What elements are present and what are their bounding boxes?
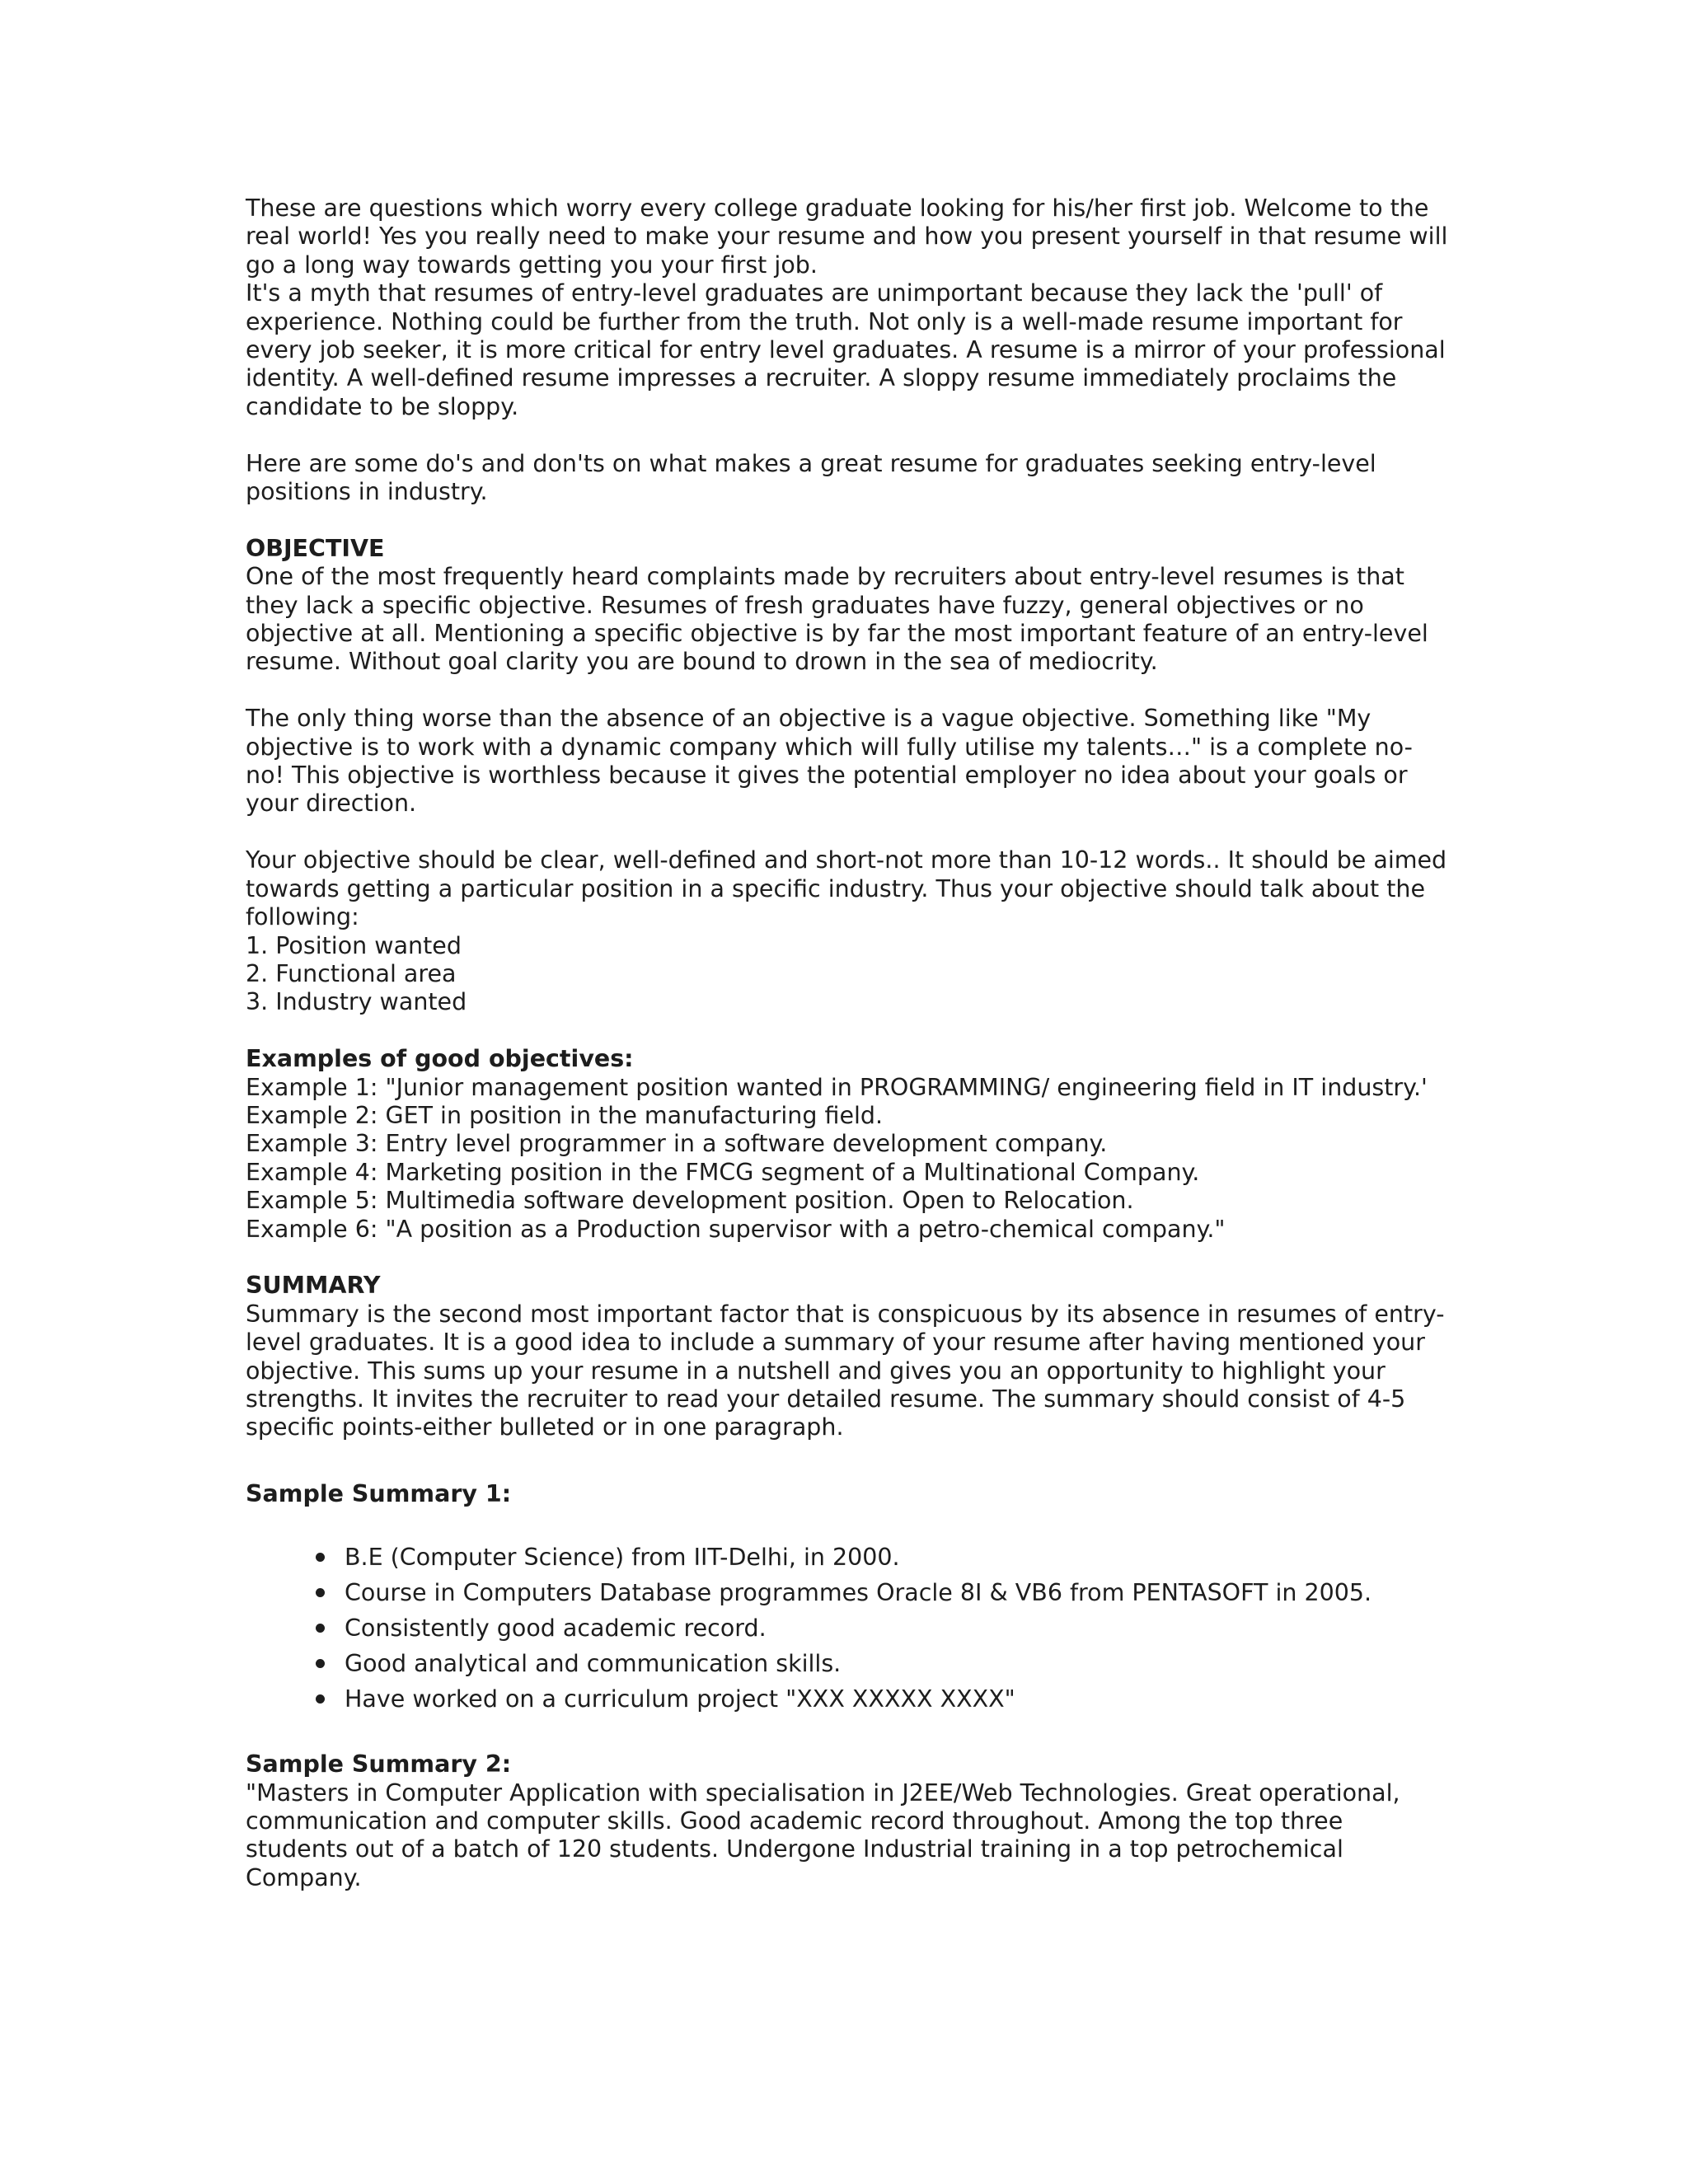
sample-summary-2-paragraph: "Masters in Computer Application with specialisation in J2EE/Web Technologies. Great operational, communication and computer skills. Good academic record throughout. Among the top three students out of a batch of 120 students. Undergone Industrial training in a top petrochemical Company. bbox=[246, 1779, 1400, 1891]
document-page bbox=[246, 194, 1449, 1892]
summary-heading: SUMMARY bbox=[246, 1272, 381, 1300]
list-item bbox=[246, 1610, 1449, 1646]
objective-paragraph-3: Your objective should be clear, well-defined and short-not more than 10-12 words.. It should be aimed towards getting a particular position in a specific industry. Thus your objective should talk about the following: bbox=[246, 846, 1447, 931]
objective-list-item: 3. Industry wanted bbox=[246, 988, 467, 1016]
list-item-text: Consistently good academic record. bbox=[345, 1615, 767, 1643]
example-item: Example 5: Multimedia software development position. Open to Relocation. bbox=[246, 1187, 1134, 1215]
spacer bbox=[246, 1717, 1449, 1750]
sample-summary-1-list bbox=[246, 1540, 1449, 1717]
spacer bbox=[246, 1244, 1449, 1272]
spacer bbox=[246, 1508, 1449, 1540]
objective-heading: OBJECTIVE bbox=[246, 534, 385, 562]
list-item-text: B.E (Computer Science) from IIT-Delhi, in 2000. bbox=[345, 1544, 900, 1572]
summary-paragraph: Summary is the second most important factor that is conspicuous by its absence in resumes of entry-level graduates. It is a good idea to include a summary of your resume after having mentioned your objective. This sums up your resume in a nutshell and gives you an opportunity to highlight your strengths. It invites the recruiter to read your detailed resume. The summary should consist of 4-5 specific points-either bulleted or in one paragraph. bbox=[246, 1300, 1445, 1441]
example-item: Example 4: Marketing position in the FMCG segment of a Multinational Company. bbox=[246, 1158, 1200, 1186]
spacer bbox=[246, 506, 1449, 534]
list-item bbox=[246, 1575, 1449, 1610]
bullet-icon bbox=[316, 1588, 325, 1597]
example-item: Example 1: "Junior management position wanted in PROGRAMMING/ engineering field in IT industry.' bbox=[246, 1073, 1428, 1101]
objective-paragraph-1: One of the most frequently heard complaints made by recruiters about entry-level resumes is that they lack a specific objective. Resumes of fresh graduates have fuzzy, general objectives or no objective at all. Mentioning a specific objective is by far the most important feature of an entry-level resume. Without goal clarity you are bound to drown in the sea of mediocrity. bbox=[246, 563, 1428, 676]
bullet-icon bbox=[316, 1694, 325, 1704]
intro-paragraph-3: Here are some do's and don'ts on what makes a great resume for graduates seeking entry-level positions in industry. bbox=[246, 449, 1376, 506]
list-item bbox=[246, 1540, 1449, 1575]
list-item bbox=[246, 1646, 1449, 1681]
objective-list-item: 2. Functional area bbox=[246, 959, 457, 987]
examples-heading: Examples of good objectives: bbox=[246, 1045, 634, 1073]
list-item-text: Course in Computers Database programmes Oracle 8I & VB6 from PENTASOFT in 2005. bbox=[345, 1579, 1372, 1607]
spacer bbox=[246, 818, 1449, 846]
spacer bbox=[246, 1442, 1449, 1480]
sample-summary-1-heading: Sample Summary 1: bbox=[246, 1479, 512, 1507]
spacer bbox=[246, 1017, 1449, 1045]
bullet-icon bbox=[316, 1624, 325, 1633]
example-item: Example 2: GET in position in the manufacturing field. bbox=[246, 1101, 884, 1129]
objective-paragraph-2: The only thing worse than the absence of an objective is a vague objective. Something like "My objective is to work with a dynamic company which will fully utilise my talents…" is a complete no-no! This objective is worthless because it gives the potential employer no idea about your goals or your direction. bbox=[246, 705, 1413, 818]
spacer bbox=[246, 421, 1449, 449]
bullet-icon bbox=[316, 1553, 325, 1562]
example-item: Example 6: "A position as a Production supervisor with a petro-chemical company." bbox=[246, 1215, 1226, 1243]
spacer bbox=[246, 677, 1449, 705]
list-item-text: Good analytical and communication skills. bbox=[345, 1650, 842, 1678]
intro-paragraph-2: It's a myth that resumes of entry-level graduates are unimportant because they lack the 'pull' of experience. Nothing could be further from the truth. Not only is a well-made resume important for every job seeker, it is more critical for entry level graduates. A resume is a mirror of your professional identity. A well-defined resume impresses a recruiter. A sloppy resume immediately proclaims the candidate to be sloppy. bbox=[246, 279, 1446, 420]
list-item bbox=[246, 1681, 1449, 1717]
objective-list-item: 1. Position wanted bbox=[246, 931, 462, 959]
example-item: Example 3: Entry level programmer in a software development company. bbox=[246, 1130, 1108, 1158]
bullet-icon bbox=[316, 1659, 325, 1668]
intro-paragraph-1: These are questions which worry every college graduate looking for his/her first job. Welcome to the real world! Yes you really need to make your resume and how you present yourself in that resume will go a long way towards getting you your first job. bbox=[246, 194, 1448, 279]
sample-summary-2-heading: Sample Summary 2: bbox=[246, 1750, 512, 1779]
list-item-text: Have worked on a curriculum project "XXX XXXXX XXXX" bbox=[345, 1685, 1015, 1713]
